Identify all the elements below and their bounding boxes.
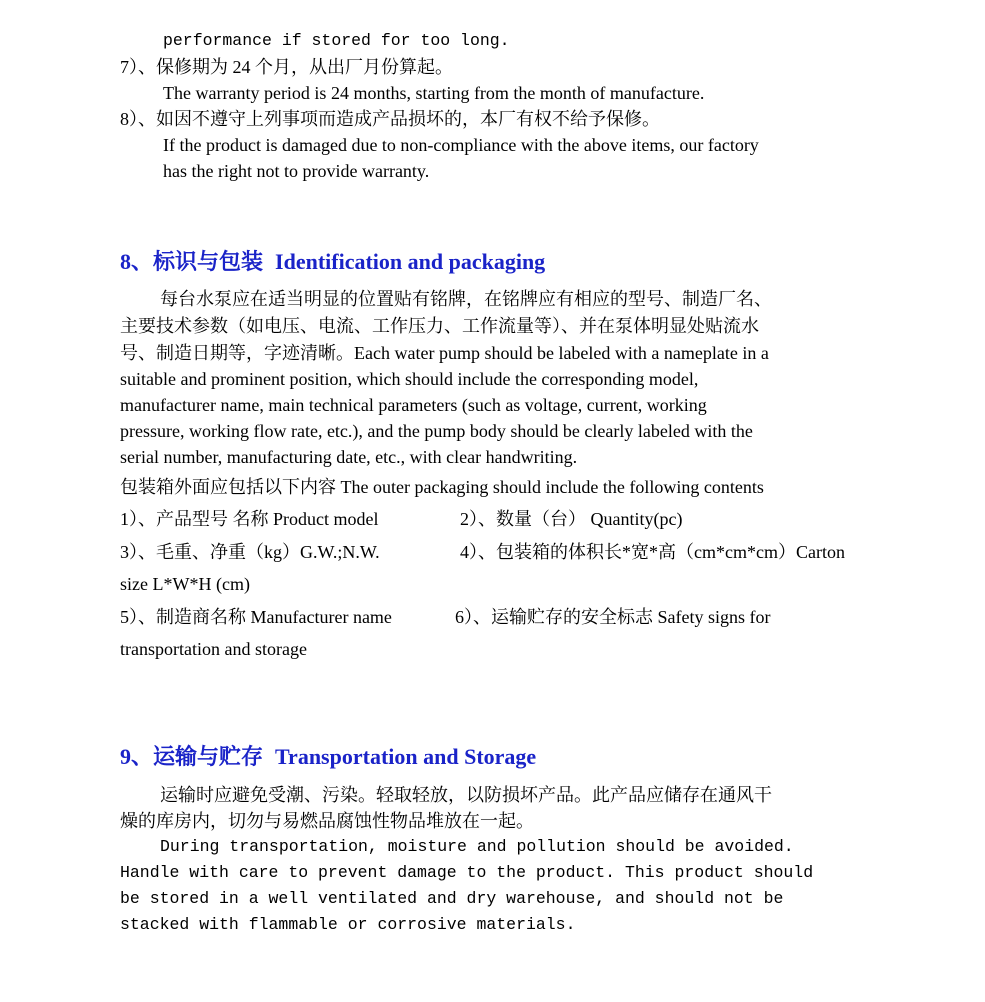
packaging-contents-intro: 包装箱外面应包括以下内容 The outer packaging should include the following contents <box>120 477 764 497</box>
section-9-heading-cn: 9、运输与贮存 <box>120 744 264 769</box>
packaging-item-6: 6）、运输贮存的安全标志 Safety signs for <box>455 607 771 627</box>
warranty-item-7-en: The warranty period is 24 months, starting from the month of manufacture. <box>163 83 705 103</box>
packaging-item-3: 3）、毛重、净重（kg）G.W.;N.W. <box>120 542 380 562</box>
packaging-item-4: 4）、包装箱的体积长*宽*高（cm*cm*cm）Carton <box>460 542 845 562</box>
section-8-para-line5: manufacturer name, main technical parameters (such as voltage, current, working <box>120 395 707 415</box>
continued-text-line: performance if stored for too long. <box>163 31 510 50</box>
section-8-para-line2: 主要技术参数（如电压、电流、工作压力、工作流量等）、并在泵体明显处贴流水 <box>120 316 759 336</box>
packaging-item-4-cont: size L*W*H (cm) <box>120 574 250 594</box>
packaging-item-5: 5）、制造商名称 Manufacturer name <box>120 607 392 627</box>
packaging-item-1: 1）、产品型号 名称 Product model <box>120 509 379 529</box>
section-9-en-line4: stacked with flammable or corrosive materials. <box>120 915 576 934</box>
section-8-heading-cn: 8、标识与包装 <box>120 249 264 274</box>
warranty-item-8-en-line2: has the right not to provide warranty. <box>163 161 430 181</box>
section-8-heading-en: Identification and packaging <box>275 249 546 274</box>
warranty-item-7-cn: 7）、保修期为 24 个月，从出厂月份算起。 <box>120 57 453 77</box>
packaging-item-2: 2）、数量（台） Quantity(pc) <box>460 509 683 529</box>
section-8-para-line4: suitable and prominent position, which should include the corresponding model, <box>120 369 699 389</box>
section-8-para-line6: pressure, working flow rate, etc.), and the pump body should be clearly labeled with the <box>120 421 753 441</box>
section-9-en-line3: be stored in a well ventilated and dry warehouse, and should not be <box>120 889 784 908</box>
section-9-cn-line1: 运输时应避免受潮、污染。轻取轻放，以防损坏产品。此产品应储存在通风干 <box>160 785 772 805</box>
section-9-heading-en: Transportation and Storage <box>275 744 537 769</box>
section-8-para-line7: serial number, manufacturing date, etc., with clear handwriting. <box>120 447 578 467</box>
section-9-heading <box>120 744 536 770</box>
section-9-cn-line2: 燥的库房内，切勿与易燃品腐蚀性物品堆放在一起。 <box>120 811 534 831</box>
section-8-para-line3: 号、制造日期等，字迹清晰。Each water pump should be labeled with a nameplate in a <box>120 343 769 363</box>
packaging-item-6-cont: transportation and storage <box>120 639 307 659</box>
section-9-en-line2: Handle with care to prevent damage to the product. This product should <box>120 863 814 882</box>
warranty-item-8-en-line1: If the product is damaged due to non-compliance with the above items, our factory <box>163 135 759 155</box>
section-9-en-line1: During transportation, moisture and pollution should be avoided. <box>160 837 794 856</box>
section-8-heading <box>120 249 545 275</box>
warranty-item-8-cn: 8）、如因不遵守上列事项而造成产品损坏的，本厂有权不给予保修。 <box>120 109 660 129</box>
section-8-para-line1: 每台水泵应在适当明显的位置贴有铭牌，在铭牌应有相应的型号、制造厂名、 <box>160 289 772 309</box>
